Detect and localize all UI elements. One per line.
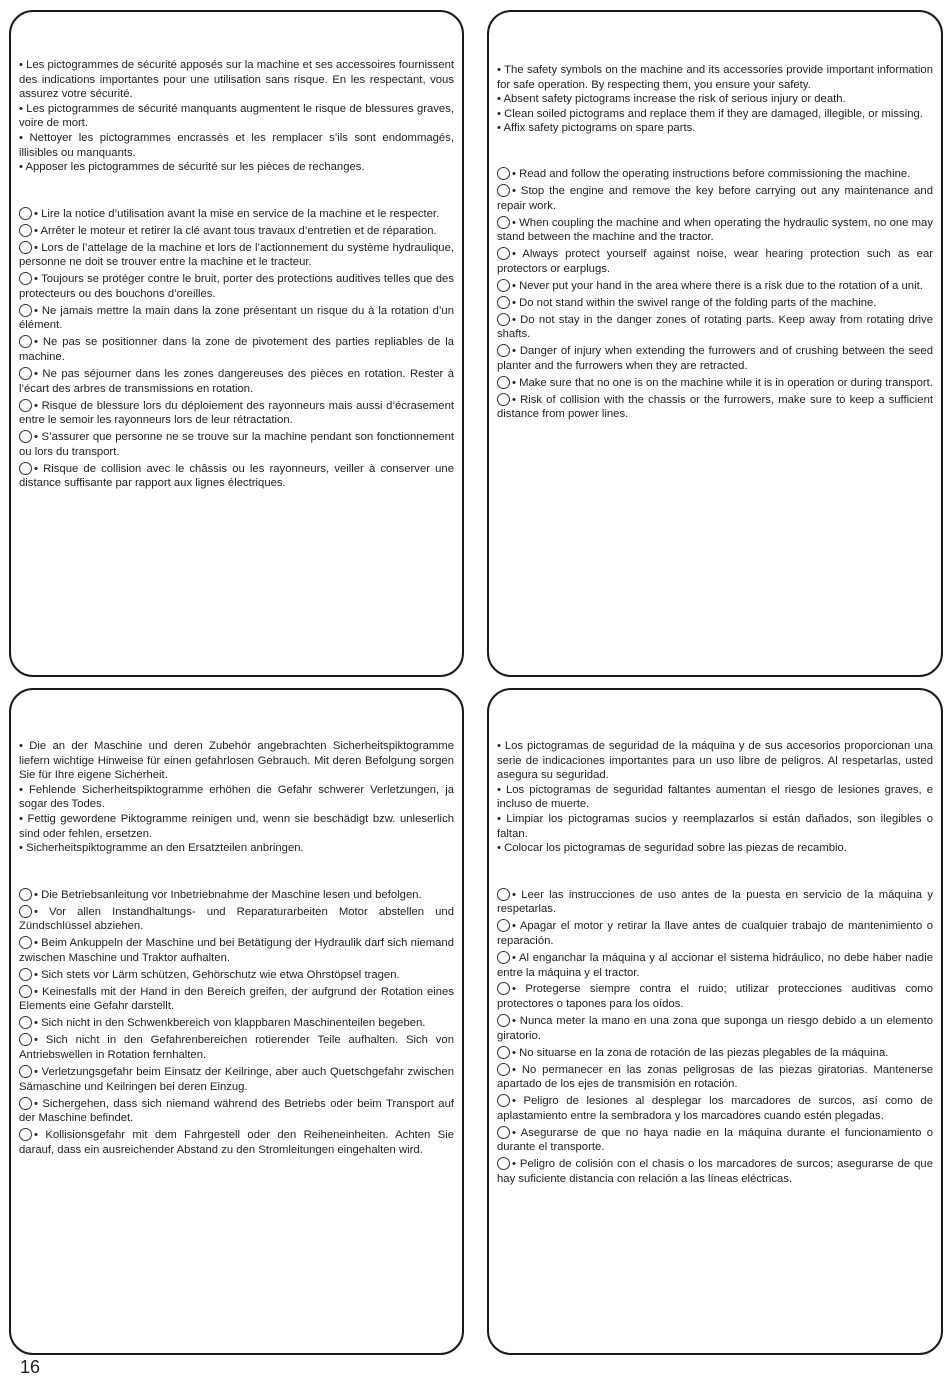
warning-list [497, 167, 933, 422]
intro-item: • Absent safety pictograms increase the risk of serious injury or death. [497, 93, 846, 106]
warning-text: • Leer las instrucciones de uso antes de la puesta en servicio de la máquina y respetarlas. [497, 888, 933, 916]
warning-item [497, 1094, 933, 1123]
warning-item [497, 919, 933, 948]
warning-item [497, 1063, 933, 1092]
intro-item: • Fehlende Sicherheitspiktogramme erhöhen die Gefahr schwerer Verletzungen, ja sogar des Todes. [19, 783, 454, 811]
pictogram-circle-icon [19, 1065, 32, 1078]
intro-item: • Fettig gewordene Piktogramme reinigen und, wenn sie beschädigt bzw. unleserlich sind oder fehlen, ersetzen. [19, 812, 454, 840]
warning-text: • Ne jamais mettre la main dans la zone présentant un risque du à la rotation d’un élément. [19, 304, 454, 332]
pictogram-circle-icon [19, 207, 32, 220]
pictogram-circle-icon [497, 184, 510, 197]
warning-text: • No permanecer en las zonas peligrosas de las piezas giratorias. Mantenerse apartado de los ejes de transmisión en rotación. [497, 1063, 933, 1091]
warning-item [19, 1128, 454, 1157]
pictogram-circle-icon [19, 335, 32, 348]
intro-list [19, 739, 454, 856]
warning-item [497, 247, 933, 276]
pictogram-circle-icon [19, 224, 32, 237]
warning-item [497, 888, 933, 917]
warning-text: • No situarse en la zona de rotación de las piezas plegables de la máquina. [512, 1046, 889, 1059]
warning-item [497, 1046, 933, 1061]
warning-item [497, 216, 933, 245]
pictogram-circle-icon [497, 1063, 510, 1076]
pictogram-circle-icon [19, 968, 32, 981]
warning-text: • Danger of injury when extending the furrowers and of crushing between the seed planter and the furrowers when they are retracted. [497, 345, 933, 372]
warning-text: • Read and follow the operating instructions before commissioning the machine. [512, 167, 911, 180]
warning-item [19, 936, 454, 965]
panel-german [9, 688, 464, 1355]
warning-text: • Peligro de colisión con el chasis o los marcadores de surcos; asegurarse de que hay suficiente distancia con relación a las líneas eléctricas. [497, 1158, 933, 1185]
intro-item: • Los pictogramas de seguridad de la máquina y de sus accesorios proporcionan una serie de indicaciones importantes para un uso libre de peligros. Al respetarlas, usted asegura su seguridad. [497, 740, 933, 782]
pictogram-circle-icon [19, 1016, 32, 1029]
pictogram-circle-icon [19, 936, 32, 949]
warning-text: • Protegerse siempre contra el ruido; utilizar protecciones auditivas como protectores o tapones para los oídos. [497, 983, 933, 1011]
warning-item [19, 207, 454, 222]
intro-item: • Nettoyer les pictogrammes encrassés et les remplacer s’ils sont endommagés, illisibles ou manquants. [19, 131, 454, 159]
pictogram-circle-icon [497, 1014, 510, 1027]
warning-list [19, 207, 454, 491]
warning-text: • Toujours se protéger contre le bruit, porter des protections auditives telles que des protecteurs ou des bouchons d’oreilles. [19, 273, 454, 300]
warning-item [497, 296, 933, 311]
pictogram-circle-icon [19, 1033, 32, 1046]
warning-text: • Beim Ankuppeln der Maschine und bei Betätigung der Hydraulik darf sich niemand zwischen Maschine und Traktor aufhalten. [19, 937, 454, 964]
panel-french [9, 10, 464, 677]
warning-item [497, 279, 933, 294]
pictogram-circle-icon [497, 167, 510, 180]
panel-spanish [487, 688, 943, 1355]
warning-text: • Sich nicht in den Schwenkbereich von klappbaren Maschinenteilen begeben. [34, 1017, 426, 1030]
warning-text: • Risque de collision avec le châssis ou les rayonneurs, veiller à conserver une distance suffisante par rapport aux lignes électriques. [19, 462, 454, 490]
warning-text: • Lire la notice d’utilisation avant la mise en service de la machine et le respecter. [34, 207, 440, 220]
pictogram-circle-icon [19, 905, 32, 918]
warning-item [19, 399, 454, 428]
warning-text: • Al enganchar la máquina y al accionar el sistema hidráulico, no debe haber nadie entre la máquina y el tractor. [497, 951, 933, 979]
warning-text: • Never put your hand in the area where there is a risk due to the rotation of a unit. [512, 279, 923, 292]
pictogram-circle-icon [497, 1157, 510, 1170]
warning-item [19, 1065, 454, 1094]
pictogram-circle-icon [19, 272, 32, 285]
warning-item [19, 462, 454, 491]
warning-item [497, 1126, 933, 1155]
pictogram-circle-icon [19, 888, 32, 901]
intro-item: • The safety symbols on the machine and its accessories provide important information for safe operation. By respecting them, you ensure your safety. [497, 64, 933, 91]
warning-text: • Peligro de lesiones al desplegar los marcadores de surcos, así como de aplastamiento entre la sembradora y los marcadores cuando estén plegadas. [497, 1095, 933, 1122]
pictogram-circle-icon [497, 216, 510, 229]
pictogram-circle-icon [497, 296, 510, 309]
warning-text: • Ne pas séjourner dans les zones dangereuses des pièces en rotation. Rester à l’écart des arbres de transmissions en rotation. [19, 368, 454, 395]
warning-text: • Die Betriebsanleitung vor Inbetriebnahme der Maschine lesen und befolgen. [34, 888, 422, 901]
pictogram-circle-icon [19, 304, 32, 317]
warning-text: • Risk of collision with the chassis or the furrowers, make sure to keep a sufficient distance from power lines. [497, 393, 933, 421]
pictogram-circle-icon [497, 1094, 510, 1107]
warning-text: • Asegurarse de que no haya nadie en la máquina durante el funcionamiento o durante el transporte. [497, 1126, 933, 1154]
warning-item [497, 376, 933, 391]
intro-item: • Les pictogrammes de sécurité apposés sur la machine et ses accessoires fournissent des indications importantes pour une utilisation sans risque. En les respectant, vous assurez votre sécurité. [19, 59, 454, 101]
pictogram-circle-icon [19, 462, 32, 475]
warning-text: • Nunca meter la mano en una zona que suponga un riesgo debido a un elemento giratorio. [497, 1015, 933, 1042]
warning-item [19, 224, 454, 239]
pictogram-circle-icon [497, 1126, 510, 1139]
warning-text: • Do not stand within the swivel range of the folding parts of the machine. [512, 296, 877, 309]
warning-text: • Stop the engine and remove the key before carrying out any maintenance and repair work. [497, 184, 933, 212]
warning-item [19, 304, 454, 333]
intro-item: • Limpiar los pictogramas sucios y reemplazarlos si están dañados, son ilegibles o faltan. [497, 812, 933, 840]
pictogram-circle-icon [19, 241, 32, 254]
warning-text: • S’assurer que personne ne se trouve sur la machine pendant son fonctionnement ou lors du transport. [19, 431, 454, 458]
pictogram-circle-icon [497, 919, 510, 932]
intro-item: • Apposer les pictogrammes de sécurité sur les pièces de rechanges. [19, 161, 365, 174]
warning-text: • Vor allen Instandhaltungs- und Reparaturarbeiten Motor abstellen und Zündschlüssel abziehen. [19, 905, 454, 933]
pictogram-circle-icon [19, 1097, 32, 1110]
warning-text: • Verletzungsgefahr beim Einsatz der Keilringe, aber auch Quetschgefahr zwischen Sämaschine und Keilringen bei deren Einzug. [19, 1066, 454, 1093]
warning-item [19, 1097, 454, 1126]
pictogram-circle-icon [497, 247, 510, 260]
intro-item: • Sicherheitspiktogramme an den Ersatzteilen anbringen. [19, 842, 304, 855]
pictogram-circle-icon [497, 951, 510, 964]
warning-text: • Sichergehen, dass sich niemand während des Betriebs oder beim Transport auf der Maschine befindet. [19, 1097, 454, 1125]
warning-text: • Lors de l’attelage de la machine et lors de l’actionnement du système hydraulique, personne ne doit se trouver entre la machine et le tracteur. [19, 241, 454, 269]
pictogram-circle-icon [19, 985, 32, 998]
pictogram-circle-icon [497, 982, 510, 995]
warning-item [497, 313, 933, 342]
warning-item [19, 1016, 454, 1031]
warning-text: • Make sure that no one is on the machine while it is in operation or during transport. [512, 376, 933, 389]
intro-item: • Colocar los pictogramas de seguridad sobre las piezas de recambio. [497, 842, 847, 855]
intro-item: • Los pictogramas de seguridad faltantes aumentan el riesgo de lesiones graves, e incluso de muerte. [497, 783, 933, 811]
intro-list [497, 739, 933, 856]
pictogram-circle-icon [19, 367, 32, 380]
pictogram-circle-icon [497, 344, 510, 357]
warning-item [19, 272, 454, 301]
warning-item [19, 430, 454, 459]
warning-item [19, 985, 454, 1014]
warning-list [497, 888, 933, 1187]
warning-item [497, 167, 933, 182]
warning-item [497, 1157, 933, 1186]
warning-list [19, 888, 454, 1158]
warning-item [497, 1014, 933, 1043]
intro-list [497, 63, 933, 136]
warning-item [497, 184, 933, 213]
warning-item [497, 344, 933, 373]
warning-text: • Kollisionsgefahr mit dem Fahrgestell oder den Reiheneinheiten. Achten Sie darauf, dass ein ausreichender Abstand zu den Stromleitungen eingehalten wird. [19, 1129, 454, 1156]
warning-text: • Keinesfalls mit der Hand in den Bereich greifen, der aufgrund der Rotation eines Elements eine Gefahr darstellt. [19, 985, 454, 1013]
pictogram-circle-icon [497, 393, 510, 406]
warning-item [19, 367, 454, 396]
pictogram-circle-icon [497, 1046, 510, 1059]
intro-item: • Affix safety pictograms on spare parts. [497, 122, 696, 135]
warning-text: • Risque de blessure lors du déploiement des rayonneurs mais aussi d’écrasement entre le semoir les rayonneurs lors de leur rétractation. [19, 399, 454, 427]
warning-text: • Sich nicht in den Gefahrenbereichen rotierender Teile aufhalten. Sich von Antriebswellen in Rotation fernhalten. [19, 1034, 454, 1062]
pictogram-circle-icon [497, 376, 510, 389]
panel-english [487, 10, 943, 677]
pictogram-circle-icon [497, 279, 510, 292]
warning-item [19, 1033, 454, 1062]
warning-item [19, 968, 454, 983]
pictogram-circle-icon [19, 430, 32, 443]
warning-item [19, 335, 454, 364]
warning-text: • Arrêter le moteur et retirer la clé avant tous travaux d’entretien et de réparation. [34, 224, 437, 237]
pictogram-circle-icon [19, 399, 32, 412]
intro-item: • Les pictogrammes de sécurité manquants augmentent le risque de blessures graves, voire de mort. [19, 102, 454, 130]
warning-text: • Apagar el motor y retirar la llave antes de cualquier trabajo de mantenimiento o reparación. [497, 920, 933, 947]
pictogram-circle-icon [497, 313, 510, 326]
warning-text: • Ne pas se positionner dans la zone de pivotement des parties repliables de la machine. [19, 336, 454, 364]
warning-text: • When coupling the machine and when operating the hydraulic system, no one may stand between the machine and the tractor. [497, 216, 933, 244]
pictogram-circle-icon [497, 888, 510, 901]
warning-item [497, 393, 933, 422]
warning-text: • Do not stay in the danger zones of rotating parts. Keep away from rotating drive shafts. [497, 313, 933, 341]
warning-text: • Sich stets vor Lärm schützen, Gehörschutz wie etwa Ohrstöpsel tragen. [34, 968, 400, 981]
pictogram-circle-icon [19, 1128, 32, 1141]
warning-item [19, 905, 454, 934]
warning-item [19, 888, 454, 903]
page-number: 16 [20, 1357, 41, 1377]
warning-text: • Always protect yourself against noise, wear hearing protection such as ear protectors or earplugs. [497, 248, 933, 275]
warning-item [497, 951, 933, 980]
intro-item: • Die an der Maschine und deren Zubehör angebrachten Sicherheitspiktogramme liefern wichtige Hinweise für einen gefahrlosen Gebrauch. Mit deren Befolgung sorgen Sie für Ihre eigene Sicherheit. [19, 740, 454, 782]
warning-item [497, 982, 933, 1011]
warning-item [19, 241, 454, 270]
intro-item: • Clean soiled pictograms and replace them if they are damaged, illegible, or missing. [497, 107, 923, 120]
intro-list [19, 58, 454, 175]
